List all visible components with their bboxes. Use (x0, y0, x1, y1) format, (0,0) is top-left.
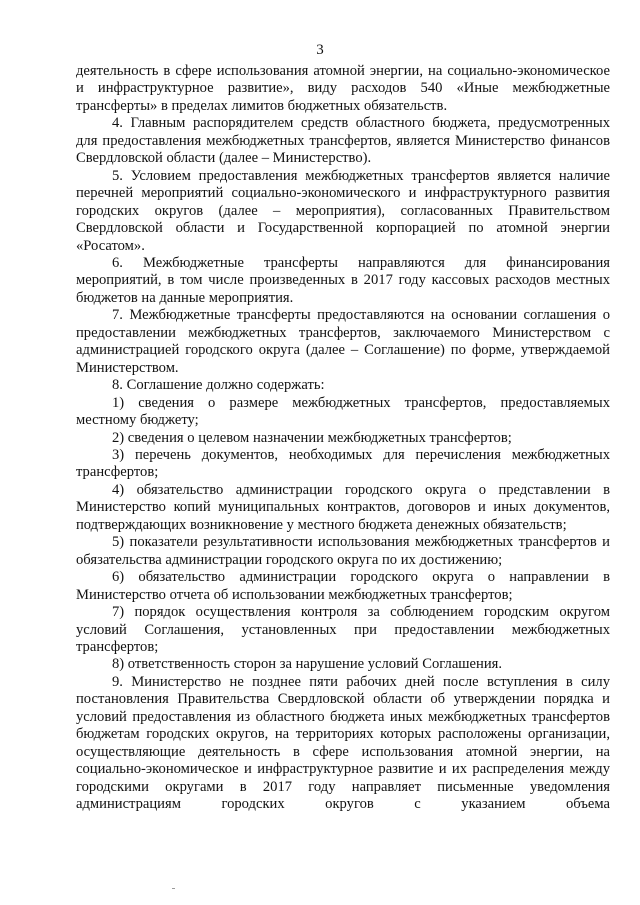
paragraph: 1) сведения о размере межбюджетных трансфертов, предоставляемых местному бюджету; (76, 394, 610, 429)
paragraph: 2) сведения о целевом назначении межбюджетных трансфертов; (112, 429, 512, 446)
paragraph: 5) показатели результативности использования межбюджетных трансфертов и обязательства администрации городского округа по их достижению; (76, 534, 610, 568)
paragraph: 5. Условием предоставления межбюджетных трансфертов является наличие перечней мероприятий социально-экономического и инфраструктурного развития городских округов (далее – мероприятия), согласованных Правительством Свердловской области и Государственной корпорацией по атомной энергии «Росатом». (76, 167, 610, 254)
paragraph: 9. Министерство не позднее пяти рабочих дней после вступления в силу постановления Правительства Свердловской области об утверждении порядка и условий предоставления из областного бюджета иных межбюджетных трансфертов бюджетам городских округов, на территориях которых расположены организации, осуществляющие деятельность в сфере использования атомной энергии, на социально-экономическое и инфраструктурное развитие и их распределения между городскими округами в 2017 году направляет письменные уведомления администрациям городских округов с указанием объема (76, 673, 610, 813)
paragraph: 8. Соглашение должно содержать: (112, 377, 325, 394)
paragraph: 7. Межбюджетные трансферты предоставляются на основании соглашения о предоставлении межбюджетных трансфертов, заключаемого Министерством с администрацией городского округа (далее – Соглашение) по форме, утверждаемой Министерством. (76, 307, 610, 376)
paragraph: 3) перечень документов, необходимых для перечисления межбюджетных трансфертов; (76, 446, 610, 481)
document-body (76, 63, 610, 813)
page-number: 3 (316, 42, 324, 58)
paragraph: 7) порядок осуществления контроля за соблюдением городским округом условий Соглашения, установленных при предоставлении межбюджетных трансфертов; (76, 604, 610, 655)
scan-artifact-mark (172, 888, 175, 889)
paragraph: 6. Межбюджетные трансферты направляются для финансирования мероприятий, в том числе произведенных в 2017 году кассовых расходов местных бюджетов на данные мероприятия. (76, 254, 610, 306)
paragraph: 4. Главным распорядителем средств областного бюджета, предусмотренных для предоставления межбюджетных трансфертов, является Министерство финансов Свердловской области (далее – Министерство). (76, 115, 610, 167)
paragraph: 8) ответственность сторон за нарушение условий Соглашения. (112, 656, 502, 673)
paragraph: 6) обязательство администрации городского округа о направлении в Министерство отчета об использовании межбюджетных трансфертов; (76, 569, 610, 603)
paragraph: 4) обязательство администрации городского округа о представлении в Министерство копий муниципальных контрактов, договоров и иных документов, подтверждающих возникновение у местного бюджета денежных обязательств; (76, 481, 610, 533)
paragraph: деятельность в сфере использования атомной энергии, на социально-экономическое и инфраструктурное развитие», виду расходов 540 «Иные межбюджетные трансферты» в пределах лимитов бюджетных обязательств. (76, 63, 610, 114)
